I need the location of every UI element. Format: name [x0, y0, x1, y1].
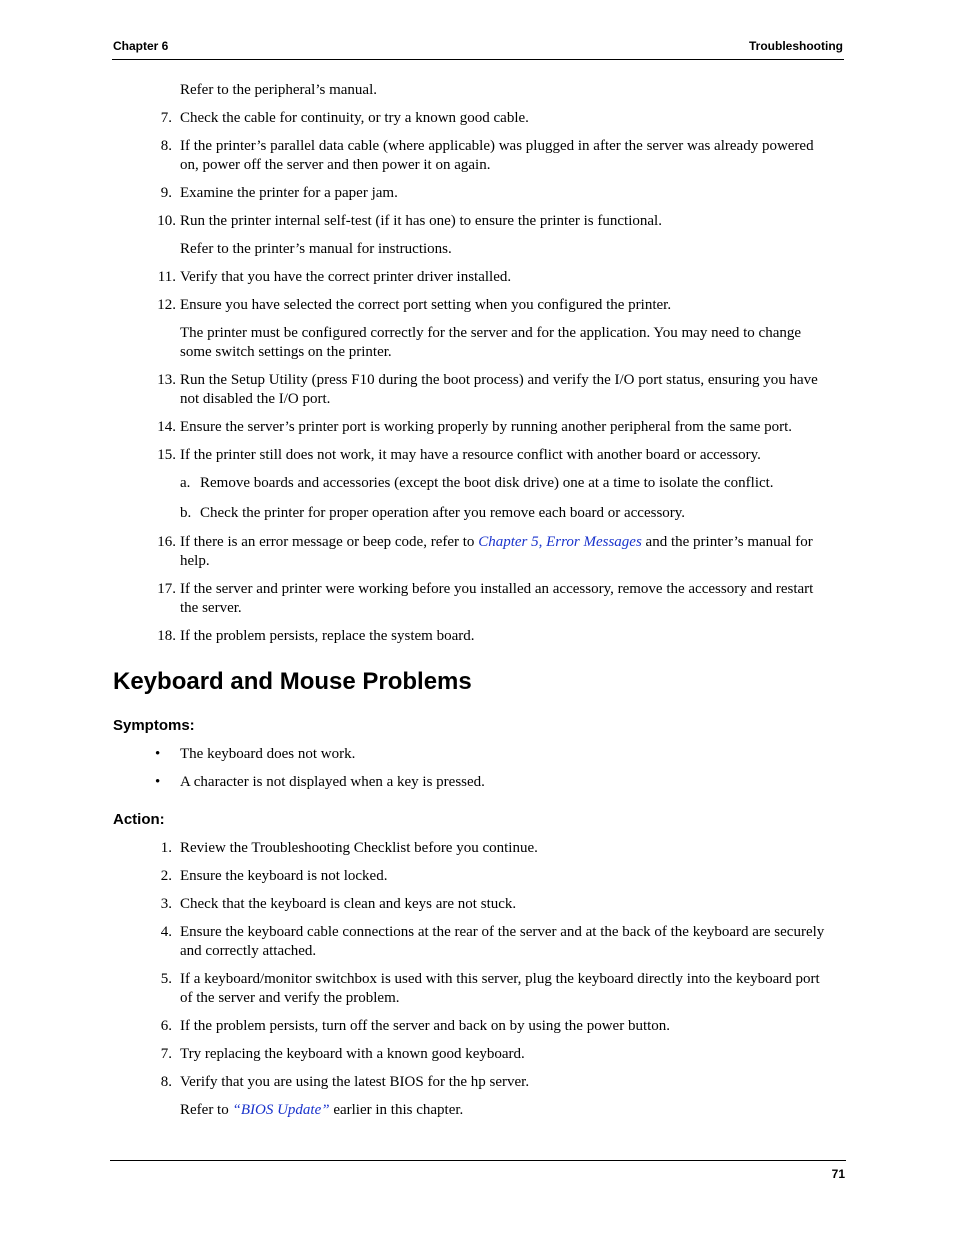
step-text: Check the cable for continuity, or try a known good cable. [180, 110, 529, 126]
note-post: earlier in this chapter. [329, 1102, 464, 1118]
step-text: Ensure the server’s printer port is working properly by running another peripheral from the same port. [180, 419, 793, 435]
step-number: 9. [160, 185, 172, 201]
step-number: 17. [157, 581, 176, 597]
step-number: 4. [160, 924, 172, 940]
step-text: Verify that you have the correct printer driver installed. [180, 269, 512, 285]
step-text-post: and the printer’s manual for [641, 534, 813, 550]
step-text: not disabled the I/O port. [180, 391, 331, 407]
step-text: Check that the keyboard is clean and keys are not stuck. [180, 896, 517, 912]
step-number: 8. [160, 138, 172, 154]
step-number: 3. [160, 896, 172, 912]
step-number: 16. [157, 534, 176, 550]
step-note: The printer must be configured correctly for the server and for the application. You may need to change [180, 325, 802, 341]
step-number: 5. [160, 971, 172, 987]
bios-update-link[interactable]: “BIOS Update” [232, 1102, 330, 1118]
step-number: 8. [160, 1074, 172, 1090]
step-text [180, 533, 813, 552]
step-text: Ensure you have selected the correct port setting when you configured the printer. [180, 297, 672, 313]
note-pre: Refer to [180, 1102, 233, 1118]
section-label: Troubleshooting [749, 39, 843, 53]
substep-text: Check the printer for proper operation after you remove each board or accessory. [200, 505, 686, 521]
step-text: Try replacing the keyboard with a known good keyboard. [180, 1046, 525, 1062]
step-text: the server. [180, 600, 242, 616]
step-text: If a keyboard/monitor switchbox is used with this server, plug the keyboard directly into the keyboard port [180, 971, 820, 987]
step-note: some switch settings on the printer. [180, 344, 392, 360]
bullet-icon: • [155, 746, 161, 762]
step-text: and correctly attached. [180, 943, 317, 959]
step-text: help. [180, 553, 210, 569]
step-text: Examine the printer for a paper jam. [180, 185, 398, 201]
step-number: 13. [157, 372, 176, 388]
step-text: Run the printer internal self-test (if it has one) to ensure the printer is functional. [180, 213, 662, 229]
step-number: 18. [157, 628, 176, 644]
chapter-label: Chapter 6 [113, 39, 169, 53]
intro-note: Refer to the peripheral’s manual. [180, 82, 378, 98]
substep-label: b. [180, 505, 192, 521]
step-text: Verify that you are using the latest BIOS for the hp server. [180, 1074, 530, 1090]
step-text: If the printer’s parallel data cable (where applicable) was plugged in after the server was already powered [180, 138, 814, 154]
symptoms-heading: Symptoms: [113, 717, 195, 734]
page-footer [110, 1160, 846, 1181]
step-text-pre: If there is an error message or beep code, refer to [180, 534, 479, 550]
substep-label: a. [180, 475, 191, 491]
page-number: 71 [831, 1167, 845, 1181]
step-note: Refer to the printer’s manual for instructions. [180, 241, 452, 257]
step-text: If the problem persists, replace the system board. [180, 628, 475, 644]
bullet-icon: • [155, 774, 161, 790]
step-text: If the server and printer were working before you installed an accessory, remove the accessory and restart [180, 581, 814, 597]
section-title: Keyboard and Mouse Problems [113, 668, 472, 695]
step-number: 2. [160, 868, 172, 884]
step-number: 10. [157, 213, 176, 229]
step-text: of the server and verify the problem. [180, 990, 400, 1006]
step-text: Review the Troubleshooting Checklist before you continue. [180, 840, 538, 856]
symptom-item: The keyboard does not work. [180, 746, 356, 762]
step-text: If the problem persists, turn off the server and back on by using the power button. [180, 1018, 671, 1034]
step-text: Ensure the keyboard is not locked. [180, 868, 388, 884]
step-number: 14. [157, 419, 176, 435]
chapter5-error-messages-link[interactable]: Chapter 5, Error Messages [478, 534, 642, 550]
symptom-item: A character is not displayed when a key is pressed. [180, 774, 485, 790]
step-number: 7. [160, 1046, 172, 1062]
step-note [180, 1101, 463, 1120]
step-text: on, power off the server and then power it on again. [180, 157, 491, 173]
step-number: 7. [160, 110, 172, 126]
step-text: Ensure the keyboard cable connections at the rear of the server and at the back of the keyboard are securely [180, 924, 825, 940]
step-text: If the printer still does not work, it may have a resource conflict with another board or accessory. [180, 447, 761, 463]
substep-text: Remove boards and accessories (except the boot disk drive) one at a time to isolate the conflict. [200, 475, 774, 491]
step-number: 1. [160, 840, 172, 856]
action-heading: Action: [113, 811, 165, 828]
step-number: 6. [160, 1018, 172, 1034]
step-number: 11. [157, 269, 176, 285]
step-text: Run the Setup Utility (press F10 during the boot process) and verify the I/O port status, ensuring you have [180, 372, 818, 388]
page-header [112, 38, 844, 60]
step-number: 15. [157, 447, 176, 463]
step-number: 12. [157, 297, 176, 313]
